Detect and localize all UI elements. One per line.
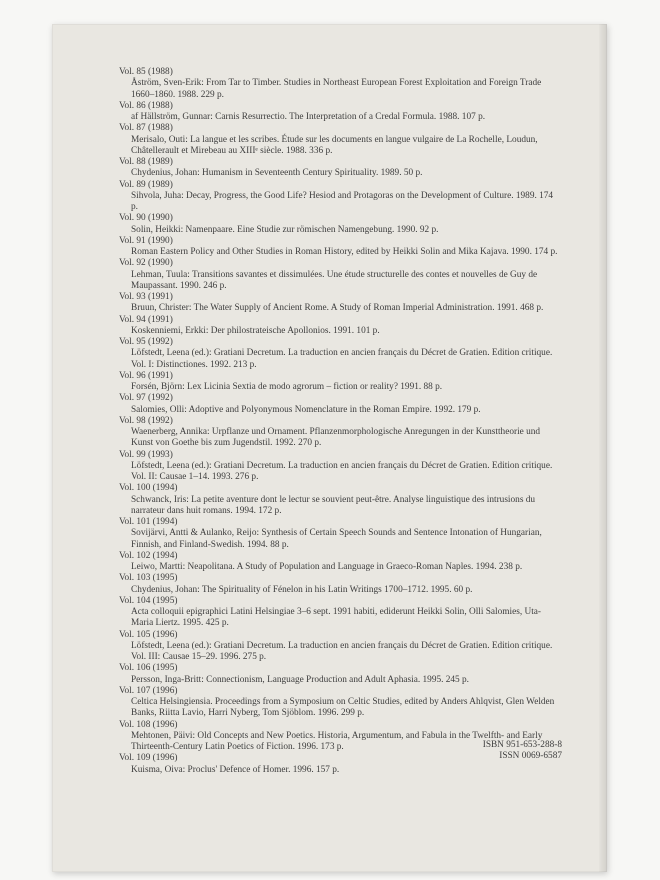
volume-entry xyxy=(119,596,559,630)
identifier-block xyxy=(458,740,562,763)
volume-number: Vol. 95 (1992) xyxy=(119,337,173,347)
isbn-number: ISBN 951-653-288-8 xyxy=(482,740,562,750)
volume-description: Solin, Heikki: Namenpaare. Eine Studie zur römischen Namengebung. 1990. 92 p. xyxy=(131,224,439,235)
volume-number: Vol. 102 (1994) xyxy=(119,550,178,561)
volume-number: Vol. 86 (1988) xyxy=(119,100,173,111)
volume-entry xyxy=(119,180,559,214)
volume-description: af Hällström, Gunnar: Carnis Resurrectio. The Interpretation of a Credal Formula. 1988. 107 p. xyxy=(131,112,486,122)
volume-number: Vol. 85 (1988) xyxy=(119,67,173,77)
issn-number: ISSN 0069-6587 xyxy=(499,751,562,762)
volume-entry xyxy=(119,573,559,596)
volume-description: Forsén, Björn: Lex Licinia Sextia de modo agrorum – fiction or reality? 1991. 88 p. xyxy=(131,382,443,392)
volume-number: Vol. 106 (1995) xyxy=(119,663,178,674)
volume-entry xyxy=(119,258,559,292)
volume-entry xyxy=(119,157,559,180)
volume-description: Löfstedt, Leena (ed.): Gratiani Decretum. La traduction en ancien français du Décret de Gratien. Edition critique. Vol. II: Causae 1–14. 1993. 276 p. xyxy=(131,460,553,482)
volume-entry xyxy=(119,630,559,664)
volume-description: Kuisma, Oiva: Proclus' Defence of Homer. 1996. 157 p. xyxy=(131,764,340,775)
volume-description: Sovijärvi, Antti & Aulanko, Reijo: Synthesis of Certain Speech Sounds and Sentence Intonation of Hungarian, Finnish, and Finland-Swedish. 1994. 88 p. xyxy=(131,528,542,550)
volume-description: Leiwo, Martti: Neapolitana. A Study of Population and Language in Graeco-Roman Naples. 1994. 238 p. xyxy=(131,562,523,572)
volume-entry xyxy=(119,551,559,574)
volume-number: Vol. 96 (1991) xyxy=(119,370,173,381)
volume-number: Vol. 88 (1989) xyxy=(119,157,173,167)
volume-number: Vol. 99 (1993) xyxy=(119,449,173,460)
volume-entry xyxy=(119,337,559,371)
volume-number: Vol. 91 (1990) xyxy=(119,235,173,246)
volume-number: Vol. 93 (1991) xyxy=(119,292,173,302)
series-volume-list xyxy=(119,67,559,776)
volume-description: Chydenius, Johan: The Spirituality of Fénelon in his Latin Writings 1700–1712. 1995. 60 p. xyxy=(131,584,473,595)
volume-number: Vol. 90 (1990) xyxy=(119,213,173,224)
volume-description: Salomies, Olli: Adoptive and Polyonymous Nomenclature in the Roman Empire. 1992. 179 p. xyxy=(131,404,481,415)
volume-number: Vol. 92 (1990) xyxy=(119,258,173,269)
volume-description: Åström, Sven-Erik: From Tar to Timber. Studies in Northeast European Forest Exploitation and Foreign Trade 1660–1860. 1988. 229 p. xyxy=(131,78,542,100)
volume-entry xyxy=(119,416,559,450)
volume-number: Vol. 108 (1996) xyxy=(119,719,178,730)
volume-description: Löfstedt, Leena (ed.): Gratiani Decretum. La traduction en ancien français du Décret de Gratien. Edition critique. Vol. III: Causae 15–29. 1996. 275 p. xyxy=(131,640,553,662)
volume-description: Chydenius, Johan: Humanism in Seventeenth Century Spirituality. 1989. 50 p. xyxy=(131,168,423,179)
volume-entry xyxy=(119,123,559,157)
volume-number: Vol. 105 (1996) xyxy=(119,629,178,640)
volume-number: Vol. 101 (1994) xyxy=(119,517,178,527)
volume-number: Vol. 87 (1988) xyxy=(119,123,173,134)
volume-description: Lehman, Tuula: Transitions savantes et dissimulées. Une étude structurelle des contes et nouvelles de Guy de Maupassant. 1990. 246 p. xyxy=(131,269,538,291)
volume-entry xyxy=(119,213,559,236)
volume-description: Celtica Helsingiensia. Proceedings from a Symposium on Celtic Studies, edited by Anders Ahlqvist, Glen Welden Banks, Riitta Lavio, Harri Nyberg, Tom Sjöblom. 1996. 299 p. xyxy=(131,697,555,719)
volume-entry xyxy=(119,663,559,686)
volume-entry xyxy=(119,686,559,720)
volume-number: Vol. 89 (1989) xyxy=(119,179,173,190)
volume-description: Merisalo, Outi: La langue et les scribes. Étude sur les documents en langue vulgaire de La Rochelle, Loudun, Châtellerault et Mirebeau au XIIIᵉ siècle. 1988. 336 p. xyxy=(131,134,538,156)
volume-description: Persson, Inga-Britt: Connectionism, Language Production and Adult Aphasia. 1995. 245 p. xyxy=(131,674,470,685)
volume-entry xyxy=(119,393,559,416)
volume-entry xyxy=(119,236,559,259)
volume-entry xyxy=(119,517,559,551)
volume-description: Acta colloquii epigraphici Latini Helsingiae 3–6 sept. 1991 habiti, ediderunt Heikki Solin, Olli Salomies, Uta-Maria Liertz. 1995. 425 p. xyxy=(131,607,542,629)
volume-description: Koskenniemi, Erkki: Der philostrateische Apollonios. 1991. 101 p. xyxy=(131,325,380,336)
volume-description: Bruun, Christer: The Water Supply of Ancient Rome. A Study of Roman Imperial Administration. 1991. 468 p. xyxy=(131,303,544,314)
volume-number: Vol. 94 (1991) xyxy=(119,314,173,325)
volume-entry xyxy=(119,371,559,394)
volume-number: Vol. 107 (1996) xyxy=(119,685,178,696)
volume-entry xyxy=(119,315,559,338)
volume-entry xyxy=(119,450,559,484)
volume-description: Schwanck, Iris: La petite aventure dont le lectur se souvient peut-être. Analyse linguistique des intrusions du narrateur dans huit romans. 1994. 172 p. xyxy=(131,494,536,516)
volume-description: Sihvola, Juha: Decay, Progress, the Good Life? Hesiod and Protagoras on the Development of Culture. 1989. 174 p. xyxy=(131,190,554,212)
volume-number: Vol. 104 (1995) xyxy=(119,595,178,606)
volume-entry xyxy=(119,67,559,101)
volume-description: Roman Eastern Policy and Other Studies in Roman History, edited by Heikki Solin and Mika Kajava. 1990. 174 p. xyxy=(131,247,558,257)
volume-number: Vol. 98 (1992) xyxy=(119,415,173,426)
cover-edge-shadow xyxy=(599,24,607,872)
volume-description: Waenerberg, Annika: Urpflanze und Ornament. Pflanzenmorphologische Anregungen in der Kunsttheorie und Kunst von Goethe bis zum Jugendstil. 1992. 270 p. xyxy=(131,427,541,449)
volume-entry xyxy=(119,101,559,124)
volume-entry xyxy=(119,483,559,517)
volume-number: Vol. 97 (1992) xyxy=(119,393,173,404)
volume-description: Mehtonen, Päivi: Old Concepts and New Poetics. Historia, Argumentum, and Fabula in the Twelfth- and Early Thirteenth-Century Latin Poetics of Fiction. 1996. 173 p. xyxy=(131,730,543,752)
volume-entry xyxy=(119,292,559,315)
volume-number: Vol. 100 (1994) xyxy=(119,483,178,494)
volume-description: Löfstedt, Leena (ed.): Gratiani Decretum. La traduction en ancien français du Décret de Gratien. Edition critique. Vol. I: Distinctiones. 1992. 213 p. xyxy=(131,348,553,370)
volume-number: Vol. 103 (1995) xyxy=(119,573,178,584)
volume-number: Vol. 109 (1996) xyxy=(119,753,178,764)
